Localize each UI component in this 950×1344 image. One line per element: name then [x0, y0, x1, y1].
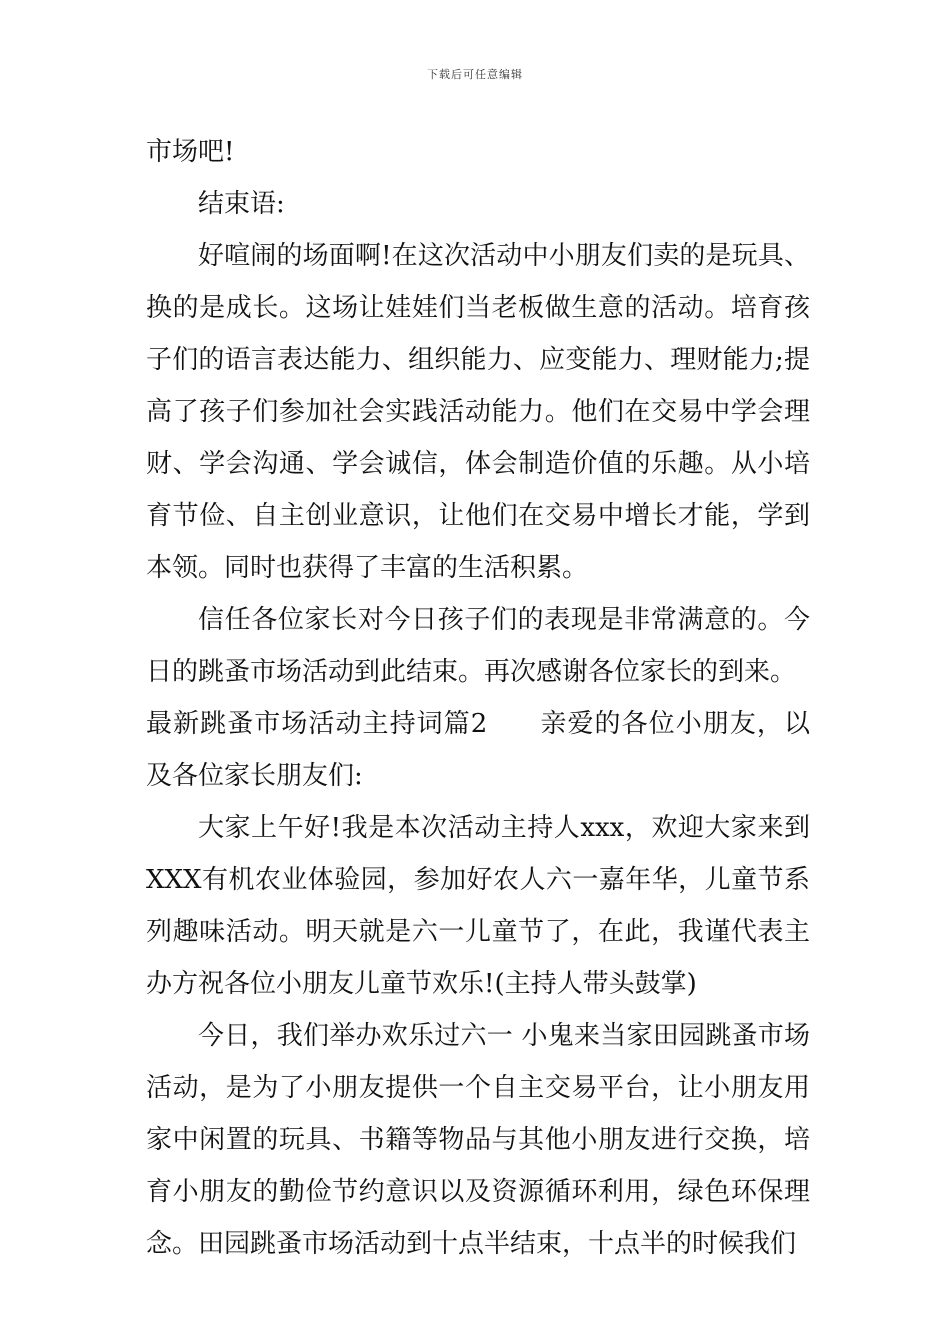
paragraph-7: 今日，我们举办欢乐过六一 小鬼来当家田园跳蚤市场活动，是为了小朋友提供一个自主交易平台，让小朋友用家中闲置的玩具、书籍等物品与其他小朋友进行交换，培育小朋友的勤俭节约意识以及资源循环利用，绿色环保理念。田园跳蚤市场活动到十点半结束，十点半的时候我们 — [146, 1021, 810, 1259]
paragraph-4: 信任各位家长对今日孩子们的表现是非常满意的。今日的跳蚤市场活动到此结束。再次感谢各位家长的到来。 — [146, 605, 810, 687]
paragraph-6: 大家上午好!我是本次活动主持人xxx，欢迎大家来到XXX有机农业体验园，参加好农人六一嘉年华，儿童节系列趣味活动。明天就是六一儿童节了，在此，我谨代表主办方祝各位小朋友儿童节欢乐!(主持人带头鼓掌) — [146, 813, 810, 999]
paragraph-2: 结束语: — [198, 189, 285, 219]
page-header-note: 下载后可任意编辑 — [427, 68, 523, 81]
paragraph-1: 市场吧! — [146, 137, 235, 167]
section-paragraph — [146, 698, 810, 802]
document-body — [146, 126, 810, 1270]
paragraph-3: 好喧闹的场面啊!在这次活动中小朋友们卖的是玩具、换的是成长。这场让娃娃们当老板做生意的活动。培育孩子们的语言表达能力、组织能力、应变能力、理财能力;提高了孩子们参加社会实践活动能力。他们在交易中学会理财、学会沟通、学会诚信，体会制造价值的乐趣。从小培育节俭、自主创业意识，让他们在交易中增长才能，学到本领。同时也获得了丰富的生活积累。 — [146, 241, 810, 583]
section-title: 最新跳蚤市场活动主持词篇2 — [146, 709, 488, 739]
paragraph-5: 亲爱的各位小朋友，以及各位家长朋友们: — [146, 709, 810, 791]
